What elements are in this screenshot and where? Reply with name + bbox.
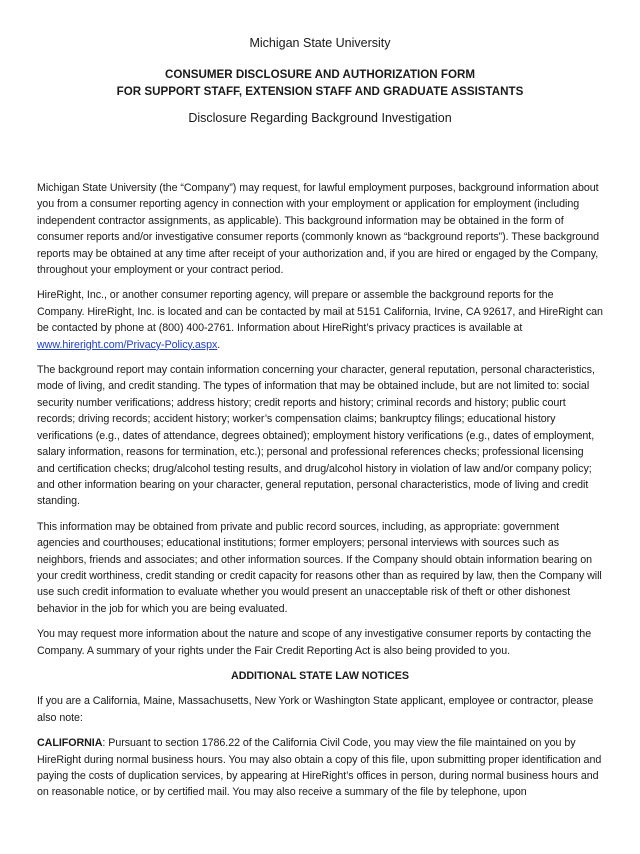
document-body: [37, 180, 603, 810]
paragraph-state-applicants: If you are a California, Maine, Massachusetts, New York or Washington State applicant, employee or contractor, please also note:: [37, 695, 594, 724]
privacy-policy-link[interactable]: www.hireright.com/Privacy-Policy.aspx: [37, 338, 218, 351]
state-notices-heading: ADDITIONAL STATE LAW NOTICES: [231, 669, 409, 682]
form-title-line-1: CONSUMER DISCLOSURE AND AUTHORIZATION FORM: [164, 68, 475, 81]
california-text: : Pursuant to section 1786.22 of the California Civil Code, you may view the file maintained on you by HireRight during normal business hours. You may also obtain a copy of this file, upon submitting proper identification and paying the costs of duplication services, by appearing at HireRight’s offices in person, during normal business hours and on reasonable notice, or by certified mail. You may also receive a summary of the file by telephone, upon: [37, 737, 602, 799]
university-name: Michigan State University: [249, 36, 391, 50]
paragraph-hireright-text: HireRight, Inc., or another consumer reporting agency, will prepare or assemble the background reports for the Company. HireRight, Inc. is located and can be contacted by mail at 5151 California, Irvine, CA 92617, and HireRight can be contacted by phone at (800) 400-2761. Information about HireRight’s privacy practices is available at: [37, 289, 603, 335]
paragraph-report-contents: The background report may contain information concerning your character, general reputation, personal characteristics, mode of living, and credit standing. The types of information that may be obtained include, but are not limited to: social security number verifications; address history; credit reports and history; criminal records and history; public court records; driving records; accident history; worker’s compensation claims; bankruptcy filings; educational history verifications (e.g., dates of attendance, degrees obtained); employment history verifications (e.g., dates of employment, salary information, reasons for termination, etc.); personal and professional references checks; professional licensing and certification checks; drug/alcohol testing results, and drug/alcohol history in violation of law and/or company policy; and other information bearing on your character, general reputation, personal characteristics, mode of living and credit standing.: [37, 364, 595, 508]
california-label: CALIFORNIA: [37, 737, 103, 750]
paragraph-california: [37, 735, 603, 801]
paragraph-hireright: [37, 287, 603, 353]
paragraph-request-info: You may request more information about the nature and scope of any investigative consumer reports by contacting the Company. A summary of your rights under the Fair Credit Reporting Act is also being provided to you.: [37, 628, 592, 657]
paragraph-company-request: Michigan State University (the “Company”) may request, for lawful employment purposes, background information about you from a consumer reporting agency in connection with your employment or application for employment (including independent contractor assignments, as applicable). This background information may be obtained in the form of consumer reports and/or investigative consumer reports (commonly known as “background reports”). These background reports may be obtained at any time after receipt of your authorization and, if you are hired or engaged by the Company, throughout your employment or your contract period.: [37, 182, 600, 277]
form-title: [0, 66, 640, 100]
form-subtitle: Disclosure Regarding Background Investigation: [188, 111, 452, 125]
form-title-line-2: FOR SUPPORT STAFF, EXTENSION STAFF AND GRADUATE ASSISTANTS: [116, 85, 524, 98]
paragraph-hireright-end: .: [217, 338, 221, 351]
paragraph-information-sources: This information may be obtained from private and public record sources, including, as appropriate: government agencies and courthouses; educational institutions; former employers; personal interviews with sources such as neighbors, friends and associates; and other information sources. If the Company should obtain information bearing on your credit worthiness, credit standing or credit capacity for reasons other than as required by law, then the Company will use such credit information to evaluate whether you would present an unacceptable risk of theft or other dishonest behavior in the job for which you are being evaluated.: [37, 520, 602, 615]
